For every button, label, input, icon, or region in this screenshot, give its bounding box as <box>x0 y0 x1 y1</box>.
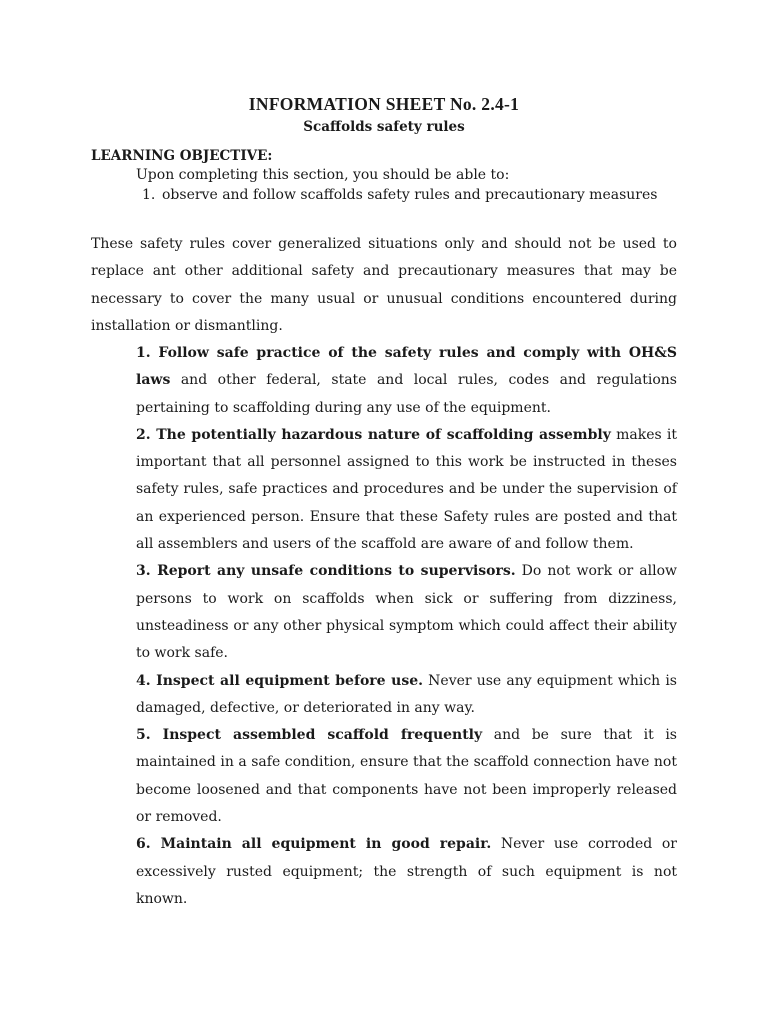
learning-objective-item <box>142 187 657 203</box>
learning-objective-label: LEARNING OBJECTIVE: <box>91 148 273 164</box>
intro-paragraph: These safety rules cover generalized situations only and should not be used to replace ant other additional safety and precautionary measures that may be necessary to cover the many usual or unusual conditions encountered during installation or dismantling. <box>91 236 677 334</box>
rule-body: makes it important that all personnel assigned to this work be instructed in theses safety rules, safe practices and procedures and be under the supervision of an experienced person. Ensure that these Safety rules are posted and that all assemblers and users of the scaffold are aware of and follow them. <box>136 426 677 553</box>
rule-body: and other federal, state and local rules, codes and regulations pertaining to scaffolding during any use of the equipment. <box>136 372 677 416</box>
rule-heading: 2. The potentially hazardous nature of scaffolding assembly <box>136 426 611 443</box>
safety-rule <box>136 340 677 422</box>
page-subtitle: Scaffolds safety rules <box>303 119 465 135</box>
objective-item-number: 1. <box>142 187 156 203</box>
rule-heading: 4. Inspect all equipment before use. <box>136 672 424 689</box>
rule-body: Never use any equipment which is damaged, defective, or deteriorated in any way. <box>136 672 677 716</box>
rule-body: Do not work or allow persons to work on scaffolds when sick or suffering from dizziness, unsteadiness or any other physical symptom which could affect their ability to work safe. <box>136 563 677 662</box>
rule-body: Never use corroded or excessively rusted equipment; the strength of such equipment is not known. <box>136 836 677 907</box>
safety-rule <box>136 668 677 723</box>
learning-objective-intro: Upon completing this section, you should be able to: <box>136 167 510 183</box>
safety-rules-list <box>136 340 677 913</box>
rule-heading: 3. Report any unsafe conditions to supervisors. <box>136 563 516 580</box>
rule-heading: 5. Inspect assembled scaffold frequently <box>136 727 483 744</box>
rule-heading: 1. Follow safe practice of the safety rules and comply with OH&S laws <box>136 345 677 389</box>
page-title: INFORMATION SHEET No. 2.4-1 <box>248 94 520 114</box>
safety-rule <box>136 558 677 667</box>
rule-heading: 6. Maintain all equipment in good repair. <box>136 836 492 853</box>
objective-item-text: observe and follow scaffolds safety rules and precautionary measures <box>162 187 658 203</box>
safety-rule <box>136 422 677 558</box>
rule-body: and be sure that it is maintained in a safe condition, ensure that the scaffold connection have not become loosened and that components have not been improperly released or removed. <box>136 727 677 826</box>
safety-rule <box>136 722 677 831</box>
safety-rule <box>136 831 677 913</box>
